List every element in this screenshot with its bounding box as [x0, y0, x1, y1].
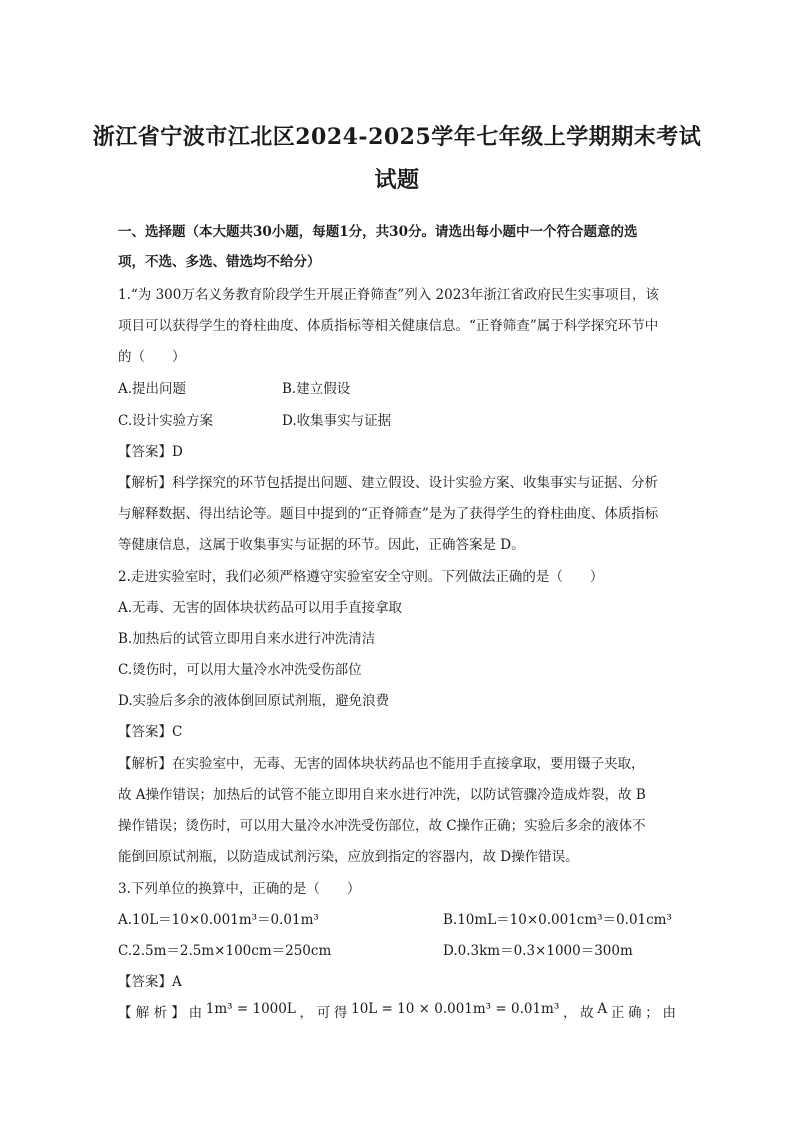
q3-option-d: D.0.3km＝0.3×1000＝300m [443, 943, 633, 959]
q1-option-d: D.收集事实与证据 [282, 413, 392, 429]
q3-analysis-part: 1m³ = 1000L [205, 1001, 296, 1017]
q3-analysis-part: 【 解 析 】 [118, 1005, 185, 1021]
q3-analysis-part: ； [645, 1005, 659, 1021]
q3-analysis-part: 正 [610, 1005, 625, 1021]
q1-option-a: A.提出问题 [118, 381, 187, 397]
q3-answer: 【答案】A [118, 974, 182, 990]
q1-option-b: B.建立假设 [282, 381, 351, 397]
q1-analysis-line1: 【解析】科学探究的环节包括提出问题、建立假设、设计实验方案、收集事实与证据、分析 [118, 475, 658, 491]
q2-analysis-line3: 操作错误；烫伤时，可以用大量冷水冲洗受伤部位，故 C操作正确；实验后多余的液体不 [118, 818, 646, 834]
q1-analysis-line2: 与解释数据、得出结论等。题目中提到的“正脊筛查”是为了获得学生的脊柱曲度、体质指标 [118, 506, 659, 522]
q2-option-d: D.实验后多余的液体倒回原试剂瓶，避免浪费 [118, 693, 390, 709]
q1-stem-line1: 1.“为 300万名义务教育阶段学生开展正脊筛查”列入 2023年浙江省政府民生实事项目，该 [118, 287, 659, 303]
section-heading-line2: 项，不选、多选、错选均不给分） [118, 254, 321, 270]
q1-analysis-line3: 等健康信息，这属于收集事实与证据的环节。因此，正确答案是 D。 [118, 537, 525, 553]
q2-analysis-line1: 【解析】在实验室中，无毒、无害的固体块状药品也不能用手直接拿取，要用镊子夹取， [118, 756, 645, 772]
q1-stem-line3: 的（ ） [118, 349, 186, 365]
q3-analysis-part: 可 [316, 1005, 331, 1021]
q3-analysis-part: ， [562, 1005, 577, 1021]
q3-option-c: C.2.5m＝2.5m×100cm＝250cm [118, 943, 332, 959]
q2-analysis-line2: 故 A操作错误；加热后的试管不能立即用自来水进行冲洗，以防试管骤冷造成炸裂，故 B [118, 787, 646, 803]
q3-analysis-line1 [118, 1001, 676, 1021]
document-title-line2: 试题 [374, 167, 420, 193]
q1-answer: 【答案】D [118, 444, 183, 460]
q3-analysis-part: ， [299, 1005, 314, 1021]
q1-stem-line2: 项目可以获得学生的脊柱曲度、体质指标等相关健康信息。“正脊筛查”属于科学探究环节中 [118, 318, 659, 334]
q2-option-a: A.无毒、无害的固体块状药品可以用手直接拿取 [118, 600, 403, 616]
q2-option-c: C.烫伤时，可以用大量冷水冲洗受伤部位 [118, 662, 362, 678]
q3-analysis-part: 由 [188, 1005, 203, 1021]
q2-option-b: B.加热后的试管立即用自来水进行冲洗清洁 [118, 631, 376, 647]
q2-stem: 2.走进实验室时，我们必须严格遵守实验室安全守则。下列做法正确的是（ ） [118, 569, 604, 585]
section-heading-line1: 一、选择题（本大题共30小题，每题1分，共30分。请选出每小题中一个符合题意的选 [118, 224, 638, 240]
q3-analysis-part: 10L = 10 × 0.001m³ = 0.01m³ [351, 1001, 560, 1017]
q1-option-c: C.设计实验方案 [118, 413, 214, 429]
q3-analysis-part: A [597, 1001, 608, 1017]
q3-option-a: A.10L＝10×0.001m³＝0.01m³ [118, 912, 319, 928]
q3-stem: 3.下列单位的换算中，正确的是（ ） [118, 881, 361, 897]
q2-answer: 【答案】C [118, 724, 183, 740]
q3-analysis-part: 故 [580, 1005, 594, 1021]
q3-option-b: B.10mL＝10×0.001cm³＝0.01cm³ [443, 912, 672, 928]
q3-analysis-part: 由 [662, 1005, 676, 1021]
q2-analysis-line4: 能倒回原试剂瓶，以防造成试剂污染，应放到指定的容器内，故 D操作错误。 [118, 849, 579, 865]
q3-analysis-part: 确 [628, 1005, 642, 1021]
q3-analysis-part: 得 [333, 1005, 348, 1021]
document-title-line1: 浙江省宁波市江北区2024-2025学年七年级上学期期末考试 [92, 124, 702, 150]
